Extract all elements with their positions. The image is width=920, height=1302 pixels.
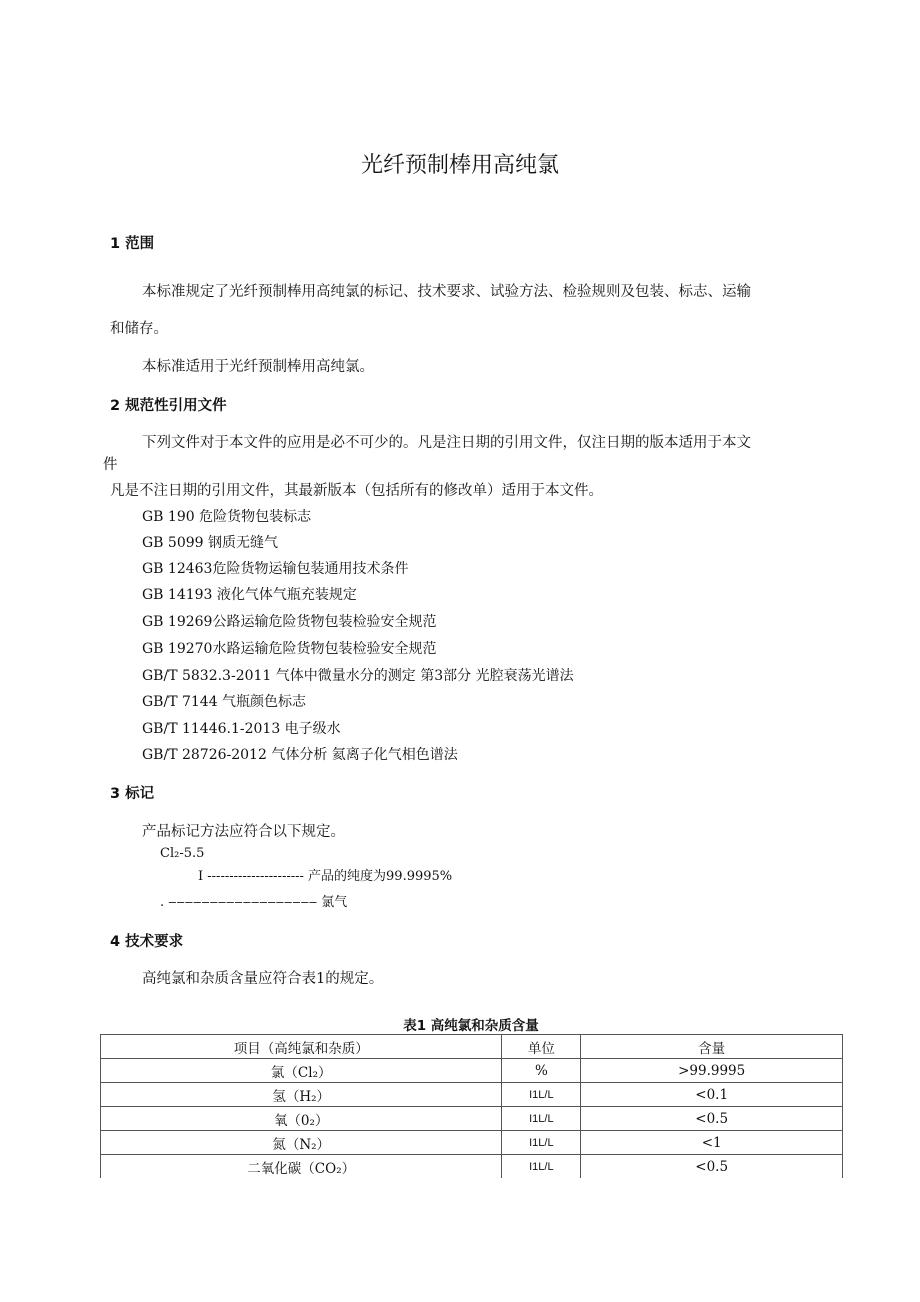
cell-content: >99.9995 [581,1059,843,1083]
reference-item: GB 19270水路运输危险货物包装检验安全规范 [142,641,437,657]
header-content: 含量 [581,1035,843,1059]
section-2-intro: 下列文件对于本文件的应用是必不可少的。凡是注日期的引用文件，仅注日期的版本适用于本文 [142,435,751,451]
reference-item: GB 14193 液化气体气瓶充装规定 [142,587,357,603]
header-item: 项目（高纯氯和杂质） [101,1035,502,1059]
section-4-intro: 高纯氯和杂质含量应符合表1的规定。 [142,971,384,987]
mark-purity-line: I ---------------------- 产品的纯度为99.9995% [198,869,453,884]
table-caption: 表1 高纯氯和杂质含量 [403,1018,539,1034]
section-3-heading: 3 标记 [110,786,155,802]
section-3-intro: 产品标记方法应符合以下规定。 [142,824,345,840]
cell-item: 氮（N₂） [101,1131,502,1155]
cell-item: 氯（Cl₂） [101,1059,502,1083]
reference-item: GB 190 危险货物包装标志 [142,509,312,525]
cell-item: 二氧化碳（CO₂） [101,1155,502,1179]
reference-item: GB 19269公路运输危险货物包装检验安全规范 [142,614,437,630]
reference-item: GB/T 11446.1-2013 电子级水 [142,721,341,737]
impurity-table [100,1034,843,1178]
reference-item: GB 12463危险货物运输包装通用技术条件 [142,561,409,577]
reference-item: GB 5099 钢质无缝气 [142,535,279,551]
header-unit: 单位 [502,1035,581,1059]
table-header-row [101,1035,843,1059]
cell-unit: I1L/L [502,1083,581,1107]
table-row [101,1131,843,1155]
section-2-heading: 2 规范性引用文件 [110,398,227,414]
table-row [101,1155,843,1179]
table-row [101,1059,843,1083]
section-1-heading: 1 范围 [110,236,155,252]
cell-content: <0.5 [581,1107,843,1131]
reference-item: GB/T 28726-2012 气体分析 氦离子化气相色谱法 [142,747,458,763]
cell-unit: % [502,1059,581,1083]
table-row [101,1083,843,1107]
product-mark: Cl₂-5.5 [160,846,205,861]
cell-content: <1 [581,1131,843,1155]
cell-content: <0.1 [581,1083,843,1107]
section-2-intro-cont: 件 [103,457,118,473]
cell-unit: I1L/L [502,1131,581,1155]
section-1-paragraph-cont: 和储存。 [110,321,168,337]
table-row [101,1107,843,1131]
mark-chlorine-line: . ‒‒‒‒‒‒‒‒‒‒‒‒‒‒‒‒‒‒ 氯气 [160,895,348,910]
cell-unit: I1L/L [502,1155,581,1179]
section-1-scope: 本标准适用于光纤预制棒用高纯氯。 [142,359,374,375]
cell-unit: I1L/L [502,1107,581,1131]
section-2-intro-line3: 凡是不注日期的引用文件，其最新版本（包括所有的修改单）适用于本文件。 [110,483,603,499]
cell-item: 氧（0₂） [101,1107,502,1131]
cell-content: <0.5 [581,1155,843,1179]
document-title: 光纤预制棒用高纯氯 [360,153,559,178]
section-1-paragraph: 本标准规定了光纤预制棒用高纯氯的标记、技术要求、试验方法、检验规则及包装、标志、运输 [142,284,751,300]
cell-item: 氢（H₂） [101,1083,502,1107]
reference-item: GB/T 5832.3-2011 气体中微量水分的测定 第3部分 光腔衰荡光谱法 [142,668,574,684]
section-4-heading: 4 技术要求 [110,934,184,950]
reference-item: GB/T 7144 气瓶颜色标志 [142,694,307,710]
